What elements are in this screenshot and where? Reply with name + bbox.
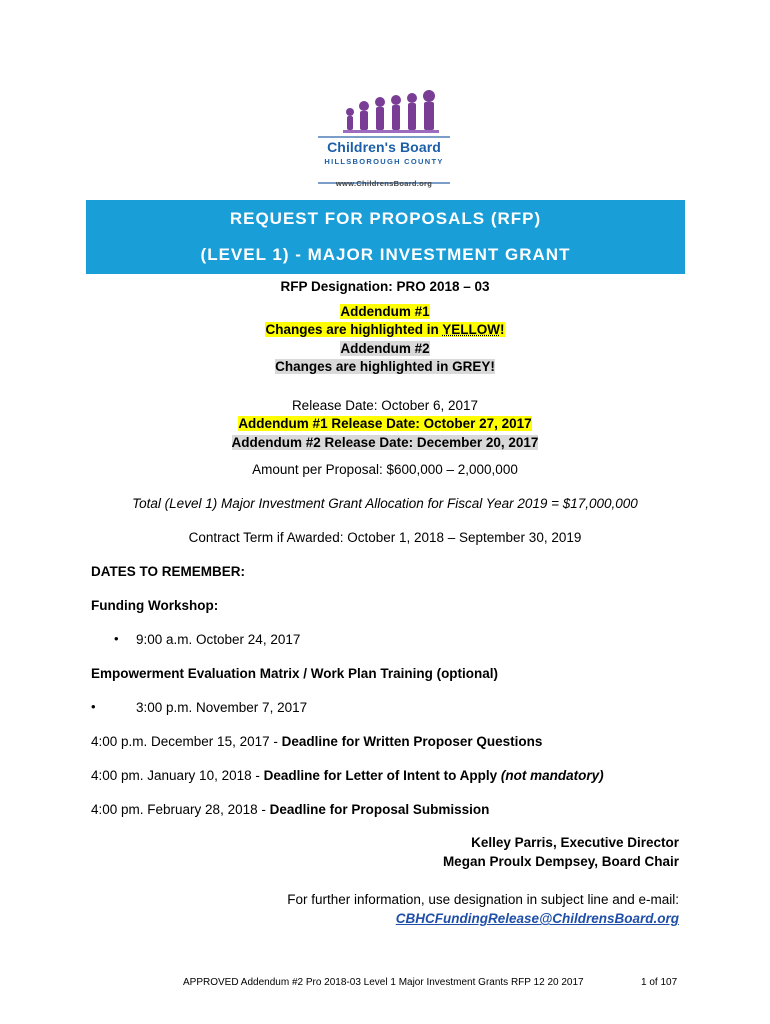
addendum1-release: Addendum #1 Release Date: October 27, 2017: [238, 416, 532, 431]
addendum1-note: [0, 321, 770, 339]
addendum2-release-line: [0, 434, 770, 452]
signature-executive-director: Kelley Parris, Executive Director: [471, 835, 679, 850]
addendum1-title: Addendum #1: [340, 304, 430, 319]
deadline-row: [91, 733, 542, 751]
contact-email-link[interactable]: CBHCFundingRelease@ChildrensBoard.org: [395, 911, 679, 926]
addendum2-release: Addendum #2 Release Date: December 20, 2017: [231, 435, 539, 450]
title-banner: [86, 200, 685, 274]
logo-title: Children's Board: [327, 139, 441, 155]
addendum1-release-line: [0, 415, 770, 433]
footer-page-number: 1 of 107: [641, 977, 678, 988]
deadline-note: (not mandatory): [500, 768, 604, 783]
deadline-label: Deadline for Proposal Submission: [269, 802, 490, 817]
addendum1-note-prefix: Changes are highlighted in: [265, 322, 443, 337]
signature-board-chair: Megan Proulx Dempsey, Board Chair: [442, 854, 679, 869]
addendum2-note-line: [0, 358, 770, 376]
rfp-designation: RFP Designation: PRO 2018 – 03: [280, 279, 490, 294]
dates-heading: DATES TO REMEMBER:: [91, 564, 246, 579]
banner-title-line2: (LEVEL 1) - MAJOR INVESTMENT GRANT: [200, 245, 571, 264]
deadline-row: [91, 801, 489, 819]
banner-title-line1: REQUEST FOR PROPOSALS (RFP): [229, 209, 542, 228]
addendum1-block: [0, 303, 770, 321]
contract-term: Contract Term if Awarded: October 1, 2018 – September 30, 2019: [188, 530, 582, 545]
training-heading: Empowerment Evaluation Matrix / Work Plan Training (optional): [91, 666, 499, 681]
deadline-row: [91, 767, 604, 785]
addendum2-block: [0, 340, 770, 358]
training-bullet: •: [91, 699, 96, 714]
workshop-heading: Funding Workshop:: [91, 598, 219, 613]
deadline-time: 4:00 pm. January 10, 2018 -: [91, 768, 264, 783]
logo-url: www.ChildrensBoard.org: [335, 179, 433, 188]
footer-text: APPROVED Addendum #2 Pro 2018-03 Level 1 Major Investment Grants RFP 12 20 2017: [183, 977, 584, 988]
children-figures-icon: [338, 90, 450, 138]
amount-per-proposal: Amount per Proposal: $600,000 – 2,000,000: [252, 462, 518, 477]
addendum2-note: Changes are highlighted in GREY!: [275, 359, 495, 374]
release-date: Release Date: October 6, 2017: [291, 398, 479, 413]
addendum1-note-word: YELLOW: [442, 322, 501, 337]
grant-allocation: Total (Level 1) Major Investment Grant Allocation for Fiscal Year 2019 = $17,000,000: [132, 496, 638, 511]
workshop-bullet: •: [114, 631, 119, 646]
deadline-label: Deadline for Written Proposer Questions: [281, 734, 543, 749]
training-item: 3:00 p.m. November 7, 2017: [136, 700, 308, 715]
deadline-label: Deadline for Letter of Intent to Apply: [263, 768, 501, 783]
addendum1-note-suffix: !: [500, 322, 505, 337]
deadline-time: 4:00 pm. February 28, 2018 -: [91, 802, 270, 817]
deadline-time: 4:00 p.m. December 15, 2017 -: [91, 734, 282, 749]
childrens-board-logo: [318, 90, 450, 190]
contact-text: For further information, use designation in subject line and e-mail:: [287, 892, 679, 907]
addendum2-title: Addendum #2: [340, 341, 430, 356]
workshop-item: 9:00 a.m. October 24, 2017: [136, 632, 301, 647]
contact-email-line: [396, 911, 679, 926]
logo-subtitle: HILLSBOROUGH COUNTY: [324, 157, 444, 166]
